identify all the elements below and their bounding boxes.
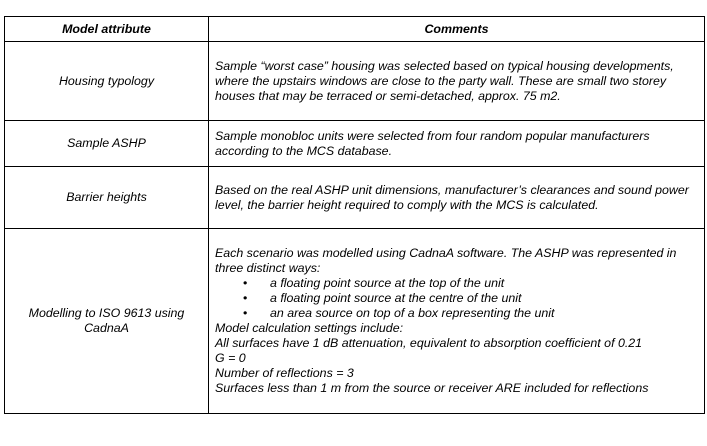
header-comments: Comments bbox=[209, 17, 705, 42]
header-model-attribute: Model attribute bbox=[5, 17, 209, 42]
header-row bbox=[5, 17, 705, 42]
setting-line: Number of reflections = 3 bbox=[215, 366, 354, 380]
setting-line: G = 0 bbox=[215, 351, 246, 365]
comment-cell: Based on the real ASHP unit dimensions, manufacturer’s clearances and sound power level, the barrier height required to comply with the MCS is calculated. bbox=[209, 167, 705, 229]
table-row bbox=[5, 229, 705, 414]
comment-cell bbox=[209, 229, 705, 414]
setting-line: Surfaces less than 1 m from the source or receiver ARE included for reflections bbox=[215, 381, 649, 395]
attribute-cell: Modelling to ISO 9613 using CadnaA bbox=[5, 229, 209, 414]
comment-cell: Sample “worst case” housing was selected based on typical housing developments, where the upstairs windows are close to the party wall. These are small two storey houses that may be terraced or semi-detached, approx. 75 m2. bbox=[209, 42, 705, 121]
model-attributes-table bbox=[4, 16, 705, 414]
attribute-cell: Barrier heights bbox=[5, 167, 209, 229]
setting-line: All surfaces have 1 dB attenuation, equivalent to absorption coefficient of 0.21 bbox=[215, 336, 643, 350]
table-row bbox=[5, 42, 705, 121]
list-item: • an area source on top of a box representing the unit bbox=[215, 306, 698, 321]
settings-intro: Model calculation settings include: bbox=[215, 321, 404, 335]
table-row bbox=[5, 121, 705, 167]
comment-cell: Sample monobloc units were selected from four random popular manufacturers according to the MCS database. bbox=[209, 121, 705, 167]
list-item: • a floating point source at the centre of the unit bbox=[215, 291, 698, 306]
attribute-cell: Housing typology bbox=[5, 42, 209, 121]
table-row bbox=[5, 167, 705, 229]
attribute-cell: Sample ASHP bbox=[5, 121, 209, 167]
source-representation-list bbox=[215, 276, 698, 321]
list-item: • a floating point source at the top of the unit bbox=[215, 276, 698, 291]
modelling-intro: Each scenario was modelled using CadnaA software. The ASHP was represented in three distinct ways: bbox=[215, 246, 677, 275]
